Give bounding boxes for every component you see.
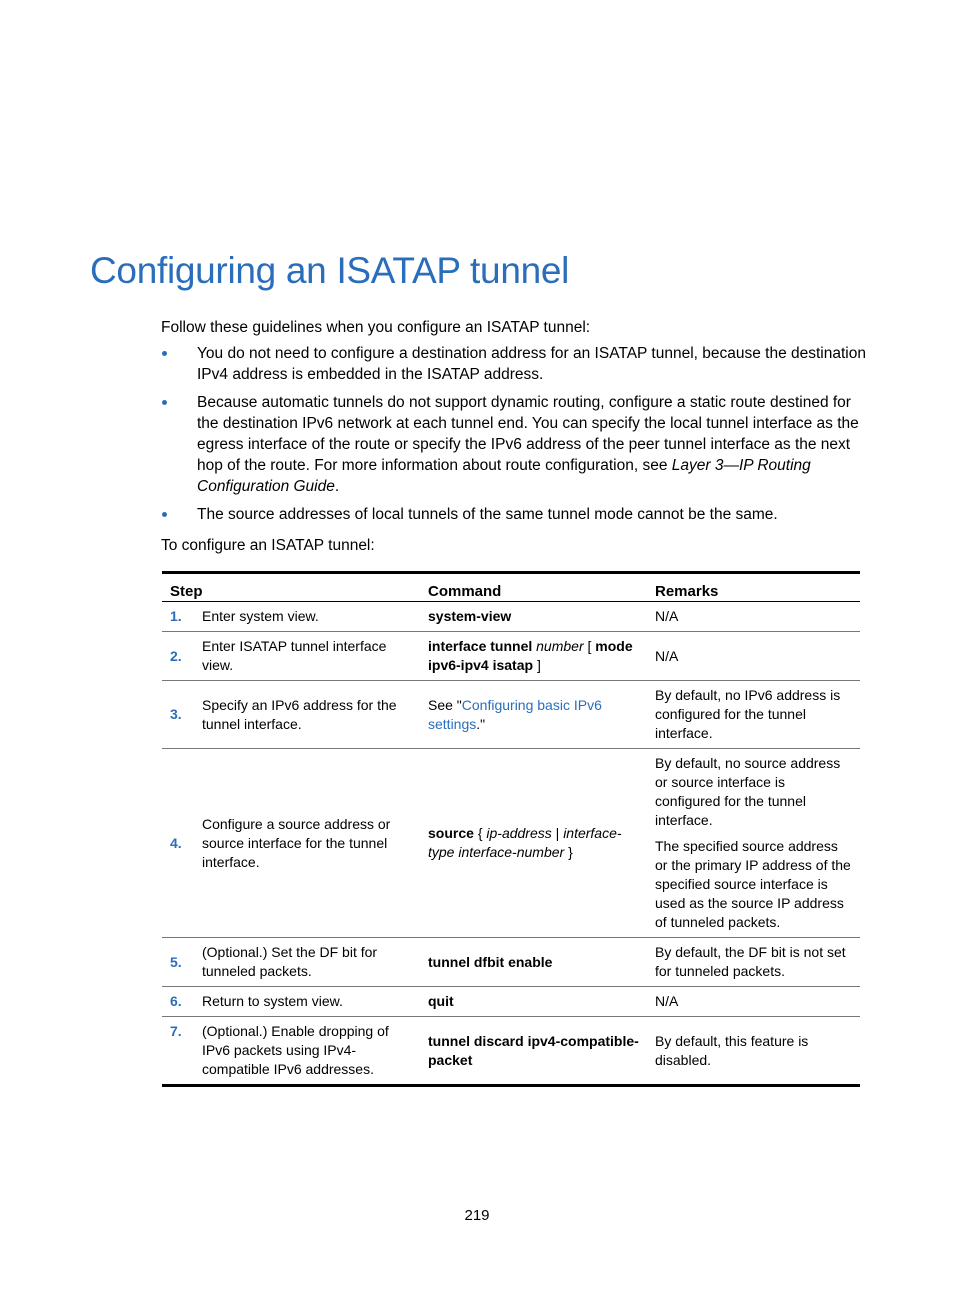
cmd-argument: interface-type interface-number: [428, 825, 622, 860]
table-row: [162, 749, 860, 938]
config-steps-table: [162, 571, 860, 1087]
step-number: 1.: [170, 608, 182, 624]
table-header-row: [162, 573, 860, 602]
bullet-text-end: .: [334, 478, 340, 495]
list-item: [161, 392, 866, 497]
step-remarks: By default, no IPv6 address is configured for the tunnel interface.: [647, 681, 860, 749]
step-remarks: N/A: [647, 632, 860, 681]
bullet-icon: [162, 351, 167, 356]
cmd-symbol: }: [568, 844, 573, 860]
table-lead: To configure an ISATAP tunnel:: [161, 537, 375, 554]
intro-paragraph: Follow these guidelines when you configure an ISATAP tunnel:: [161, 319, 591, 336]
step-number: 4.: [162, 749, 194, 938]
header-command: Command: [420, 573, 647, 602]
step-description: Return to system view.: [194, 987, 420, 1017]
step-number: 5.: [162, 938, 194, 987]
step-number: 2.: [162, 632, 194, 681]
remark-paragraph: The specified source address or the primary IP address of the specified source interface is used as the source IP address of tunneled packets.: [655, 838, 851, 930]
table-row: [162, 632, 860, 681]
list-item: [161, 504, 866, 525]
step-remarks: By default, the DF bit is not set for tunneled packets.: [647, 938, 860, 987]
bullet-text: Because automatic tunnels do not support dynamic routing, configure a static route destined for the destination IPv6 network at each tunnel end. You can specify the local tunnel interface as the egress interface of the route or specify the IPv6 address of the peer tunnel interface as the next hop of the route. For more information about route configuration, see: [197, 394, 859, 474]
step-description: Configure a source address or source interface for the tunnel interface.: [194, 749, 420, 938]
page-number: 219: [464, 1207, 490, 1224]
step-description: (Optional.) Set the DF bit for tunneled packets.: [194, 938, 420, 987]
bullet-text: You do not need to configure a destination address for an ISATAP tunnel, because the destination IPv4 address is embedded in the ISATAP address.: [197, 345, 866, 383]
cmd-symbol: {: [477, 825, 483, 841]
bullet-icon: [162, 400, 167, 405]
remark-paragraph: By default, no source address or source interface is configured for the tunnel interface.: [655, 755, 841, 828]
bullet-icon: [162, 512, 167, 517]
cmd-argument: number: [536, 638, 584, 654]
header-remarks: Remarks: [647, 573, 860, 602]
table-row: [162, 938, 860, 987]
page-title: Configuring an ISATAP tunnel: [90, 250, 570, 291]
step-command: [420, 681, 647, 749]
cmd-keyword: interface tunnel: [428, 638, 533, 654]
step-number: 6.: [162, 987, 194, 1017]
step-command: tunnel discard ipv4-compatible-packet: [420, 1017, 647, 1086]
configuring-ipv6-link[interactable]: Configuring basic IPv6 settings: [428, 696, 602, 732]
guide-reference: Layer 3—IP Routing Configuration Guide: [197, 457, 811, 495]
step-command: system-view: [428, 608, 512, 624]
table-row: [162, 987, 860, 1017]
guideline-list: [161, 343, 866, 532]
step-remarks: N/A: [647, 987, 860, 1017]
step-description: Specify an IPv6 address for the tunnel interface.: [194, 681, 420, 749]
cmd-text: .": [476, 715, 486, 732]
step-command: [420, 749, 647, 938]
table-row: [162, 681, 860, 749]
list-item: [161, 343, 866, 385]
cmd-symbol: |: [555, 825, 560, 841]
step-description: Enter ISATAP tunnel interface view.: [194, 632, 420, 681]
step-number: 7.: [162, 1017, 194, 1086]
step-description: Enter system view.: [202, 608, 319, 624]
cmd-keyword: mode ipv6-ipv4 isatap: [428, 638, 633, 673]
cmd-symbol: ]: [536, 657, 541, 673]
table-row: [162, 602, 860, 632]
cmd-argument: ip-address: [486, 825, 552, 841]
bullet-text: The source addresses of local tunnels of the same tunnel mode cannot be the same.: [197, 506, 778, 523]
cmd-keyword: source: [428, 825, 474, 841]
step-description: (Optional.) Enable dropping of IPv6 packets using IPv4-compatible IPv6 addresses.: [194, 1017, 420, 1086]
step-remarks: N/A: [655, 608, 679, 624]
header-step: Step: [162, 573, 420, 602]
step-remarks: By default, this feature is disabled.: [647, 1017, 860, 1086]
step-command: quit: [420, 987, 647, 1017]
step-command: [420, 632, 647, 681]
step-number: 3.: [162, 681, 194, 749]
step-remarks: [647, 749, 860, 938]
cmd-text: See ": [428, 696, 462, 713]
cmd-symbol: [: [587, 638, 592, 654]
step-command: tunnel dfbit enable: [420, 938, 647, 987]
table-row: [162, 1017, 860, 1086]
